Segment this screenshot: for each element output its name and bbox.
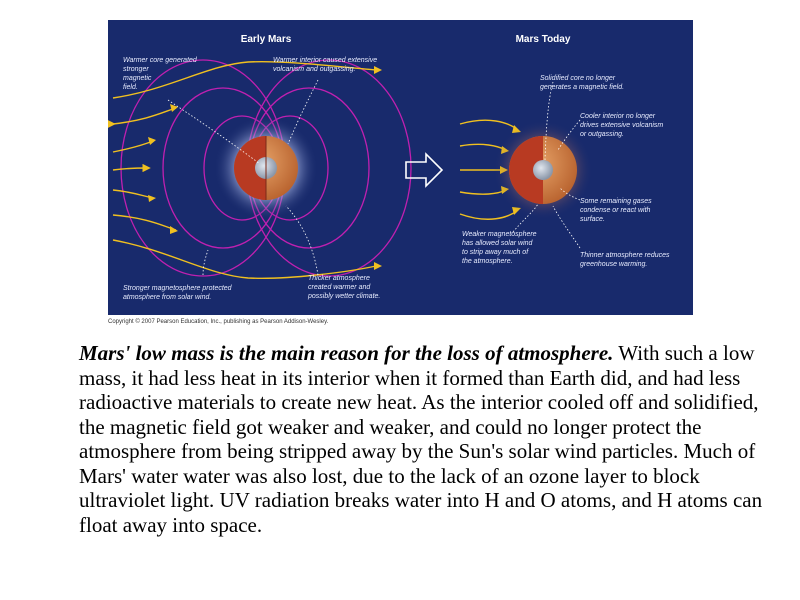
mars-atmosphere-diagram xyxy=(108,20,693,315)
caption-paragraph xyxy=(79,341,769,537)
today-label-atmosphere: Thinner atmosphere reduces greenhouse warming. xyxy=(580,252,670,268)
today-label-core: Solidified core no longer generates a magnetic field. xyxy=(540,75,625,91)
today-label-interior: Cooler interior no longer drives extensive volcanism or outgassing. xyxy=(580,113,664,138)
today-label-gases: Some remaining gases condense or react with surface. xyxy=(580,198,652,223)
early-label-magnetosphere: Stronger magnetosphere protected atmosphere from solar wind. xyxy=(123,285,232,301)
early-mars-title: Early Mars xyxy=(240,34,292,45)
mars-today-planet xyxy=(493,120,593,220)
diagram-canvas xyxy=(108,20,693,315)
early-label-interior: Warmer interior caused extensive volcanism and outgassing. xyxy=(273,57,378,73)
caption-lead-sentence: Mars' low mass is the main reason for the loss of atmosphere. xyxy=(79,341,614,365)
mars-today-title: Mars Today xyxy=(515,34,571,45)
early-label-atmosphere: Thicker atmosphere created warmer and possibly wetter climate. xyxy=(308,275,381,300)
early-label-core: Warmer core generated stronger magnetic field. xyxy=(123,57,197,91)
early-mars-planet xyxy=(214,116,318,220)
caption-body: With such a low mass, it had less heat in its interior when it formed than Earth did, and had less radioactive materials to create new heat. As the interior cooled off and solidified, the magnetic field got weaker and weaker, and could no longer protect the atmosphere from being stripped away by the Sun's solar wind particles. Much of Mars' water water was also lost, due to the lack of an ozone layer to block ultraviolet light. UV radiation breaks water into H and O atoms, and H atoms can float away into space. xyxy=(79,341,763,537)
copyright-notice: Copyright © 2007 Pearson Education, Inc., publishing as Pearson Addison-Wesley. xyxy=(108,319,329,325)
today-label-magnetosphere: Weaker magnetosphere has allowed solar wind to strip away much of the atmosphere. xyxy=(462,231,537,265)
